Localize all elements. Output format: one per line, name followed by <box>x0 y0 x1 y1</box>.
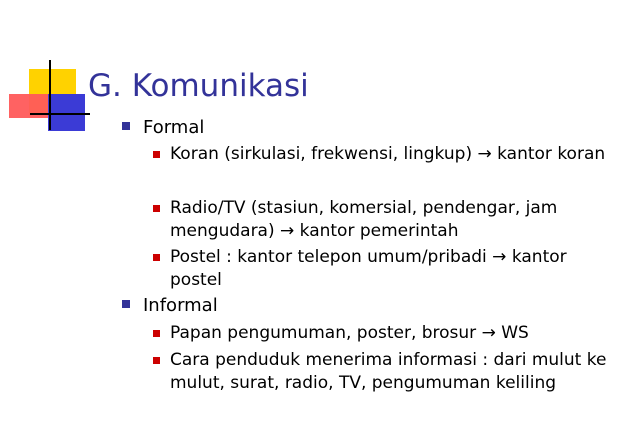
list-item-text: Koran (sirkulasi, frekwensi, lingkup) → kantor koran <box>170 144 606 164</box>
list-item <box>153 349 623 395</box>
list-item <box>153 197 623 243</box>
list-item-text: Cara penduduk menerima informasi : dari mulut ke mulut, surat, radio, TV, pengumuman keliling <box>170 350 607 393</box>
list-item <box>153 322 623 345</box>
logo-horizontal-line <box>30 113 90 115</box>
list-item <box>153 246 623 292</box>
slide-title: G. Komunikasi <box>88 68 309 104</box>
square-bullet-icon <box>153 357 160 364</box>
list-item-formal <box>122 116 204 140</box>
square-bullet-icon <box>122 122 130 130</box>
list-item-text: Postel : kantor telepon umum/pribadi → kantor postel <box>170 247 567 290</box>
square-bullet-icon <box>153 330 160 337</box>
list-item <box>153 143 623 166</box>
list-item-text: Papan pengumuman, poster, brosur → WS <box>170 323 529 343</box>
section-label: Informal <box>143 295 218 316</box>
list-item-informal <box>122 294 218 318</box>
square-bullet-icon <box>153 254 160 261</box>
section-label: Formal <box>143 117 205 138</box>
logo-vertical-line <box>49 60 51 130</box>
square-bullet-icon <box>122 300 130 308</box>
square-bullet-icon <box>153 151 160 158</box>
square-bullet-icon <box>153 205 160 212</box>
list-item-text: Radio/TV (stasiun, komersial, pendengar, jam mengudara) → kantor pemerintah <box>170 198 558 241</box>
